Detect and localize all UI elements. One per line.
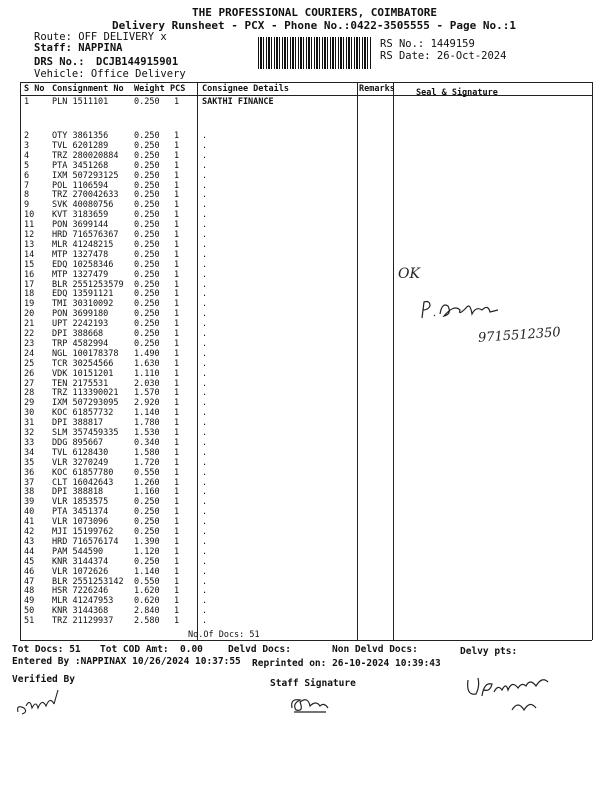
row-weight: 0.250 <box>134 269 160 280</box>
row-consignment-no: DDG 895667 <box>52 437 104 448</box>
row-pcs: 1 <box>174 546 180 557</box>
col-consignee: Consignee Details <box>202 84 289 94</box>
row-pcs: 1 <box>174 299 180 310</box>
barcode <box>258 37 372 69</box>
row-pcs: 1 <box>174 259 180 270</box>
row-pcs: 1 <box>174 170 180 181</box>
row-weight: 1.390 <box>134 536 160 547</box>
row-consignment-no: PAM 544590 <box>52 546 104 557</box>
row-consignee: . <box>202 230 208 240</box>
row-consignee: . <box>202 309 208 320</box>
row-consignment-no: EDQ 13591121 <box>52 289 114 300</box>
row-weight: 0.250 <box>134 97 160 107</box>
row-pcs: 1 <box>174 160 180 171</box>
row-weight: 0.250 <box>134 527 160 537</box>
row-consignee: . <box>202 140 208 151</box>
row-consignee: . <box>202 220 208 231</box>
row-consignee: . <box>202 507 208 518</box>
row-weight: 1.530 <box>134 428 160 438</box>
row-consignee: . <box>202 180 208 191</box>
row-consignee: . <box>202 210 208 221</box>
receiver-signature <box>462 672 572 720</box>
row-consignment-no: KNR 3144368 <box>52 606 109 617</box>
route-label: Route: OFF DELIVERY x <box>34 31 167 43</box>
row-sno: 11 <box>24 220 35 231</box>
row-weight: 0.250 <box>134 309 160 320</box>
row-consignee: SAKTHI FINANCE <box>202 97 274 107</box>
row-sno: 36 <box>24 467 35 478</box>
row-weight: 0.550 <box>134 576 160 587</box>
row-sno: 39 <box>24 497 35 508</box>
row-weight: 2.920 <box>134 398 160 409</box>
col-consignment: Consignment No <box>52 84 124 94</box>
row-pcs: 1 <box>174 517 180 528</box>
row-consignee: . <box>202 299 208 310</box>
row-sno: 4 <box>24 150 30 161</box>
row-consignment-no: DPI 388817 <box>52 418 104 429</box>
row-consignment-no: VLR 1073096 <box>52 517 109 528</box>
drs-label: DRS No.: <box>34 56 85 68</box>
row-consignment-no: VLR 1853575 <box>52 497 109 508</box>
row-weight: 1.260 <box>134 477 160 488</box>
row-pcs: 1 <box>174 150 180 161</box>
row-consignee: . <box>202 150 208 161</box>
row-consignee: . <box>202 170 208 181</box>
row-sno: 10 <box>24 210 35 221</box>
row-sno: 14 <box>24 249 35 260</box>
staff-signature-label: Staff Signature <box>270 678 356 689</box>
row-consignment-no: DPI 388818 <box>52 487 104 498</box>
col-pcs: PCS <box>170 84 186 94</box>
row-weight: 1.490 <box>134 348 160 359</box>
row-consignment-no: MLR 41248215 <box>52 239 114 250</box>
row-consignee: . <box>202 289 208 300</box>
row-sno: 44 <box>24 546 35 557</box>
row-pcs: 1 <box>174 596 180 607</box>
row-consignment-no: KVT 3183659 <box>52 210 109 221</box>
row-consignee: . <box>202 348 208 359</box>
row-consignee: . <box>202 338 208 349</box>
row-pcs: 1 <box>174 190 180 201</box>
row-consignment-no: TMI 30310092 <box>52 299 114 310</box>
drs-number: DCJB144915901 <box>96 56 179 68</box>
row-consignee: . <box>202 457 208 468</box>
row-sno: 12 <box>24 230 35 240</box>
runsheet-title: Delivery Runsheet - PCX - Phone No.:0422-3505555 - Page No.:1 <box>112 19 516 32</box>
row-consignee: . <box>202 467 208 478</box>
row-consignment-no: EDQ 10258346 <box>52 259 114 270</box>
row-sno: 30 <box>24 408 35 419</box>
row-pcs: 1 <box>174 388 180 399</box>
row-consignment-no: KOC 61857780 <box>52 467 114 478</box>
row-pcs: 1 <box>174 180 180 191</box>
row-consignee: . <box>202 586 208 597</box>
row-consignee: . <box>202 358 208 369</box>
row-sno: 47 <box>24 576 35 587</box>
row-sno: 24 <box>24 348 35 359</box>
row-weight: 0.250 <box>134 249 160 260</box>
row-pcs: 1 <box>174 616 180 627</box>
row-consignee: . <box>202 616 208 627</box>
row-pcs: 1 <box>174 497 180 508</box>
row-consignee: . <box>202 437 208 448</box>
row-sno: 46 <box>24 566 35 577</box>
entered-by: Entered By :NAPPINAX 10/26/2024 10:37:55 <box>12 656 241 667</box>
row-consignment-no: MLR 41247953 <box>52 596 114 607</box>
handwritten-signature <box>418 296 502 324</box>
row-consignee: . <box>202 527 208 537</box>
row-weight: 1.720 <box>134 457 160 468</box>
row-pcs: 1 <box>174 447 180 458</box>
row-consignment-no: MJI 15199762 <box>52 527 114 537</box>
row-consignment-no: BLR 2551253142 <box>52 576 124 587</box>
staff-signature <box>286 690 332 716</box>
row-consignee: . <box>202 319 208 330</box>
col-sno: S No <box>24 84 45 94</box>
row-weight: 0.250 <box>134 230 160 240</box>
row-weight: 0.250 <box>134 220 160 231</box>
row-pcs: 1 <box>174 220 180 231</box>
row-weight: 0.250 <box>134 319 160 330</box>
row-consignment-no: TRZ 280020884 <box>52 150 119 161</box>
no-of-docs: No.Of Docs: 51 <box>188 630 260 640</box>
company-name: THE PROFESSIONAL COURIERS, COIMBATORE <box>192 6 438 19</box>
row-consignee: . <box>202 279 208 290</box>
row-sno: 16 <box>24 269 35 280</box>
row-weight: 1.630 <box>134 358 160 369</box>
row-sno: 2 <box>24 131 30 141</box>
row-sno: 26 <box>24 368 35 379</box>
row-pcs: 1 <box>174 329 180 339</box>
row-weight: 1.580 <box>134 447 160 458</box>
row-consignment-no: VLR 3270249 <box>52 457 109 468</box>
row-weight: 0.250 <box>134 150 160 161</box>
row-consignment-no: KNR 3144374 <box>52 556 109 567</box>
row-consignment-no: SLM 357459335 <box>52 428 119 438</box>
row-consignment-no: VDK 10151201 <box>52 368 114 379</box>
row-weight: 0.250 <box>134 556 160 567</box>
row-weight: 1.110 <box>134 368 160 379</box>
row-consignee: . <box>202 497 208 508</box>
row-consignment-no: TRZ 113390021 <box>52 388 119 399</box>
row-pcs: 1 <box>174 576 180 587</box>
row-sno: 35 <box>24 457 35 468</box>
row-weight: 1.160 <box>134 487 160 498</box>
row-consignment-no: PON 3699180 <box>52 309 109 320</box>
row-consignee: . <box>202 606 208 617</box>
tot-docs: Tot Docs: 51 <box>12 644 81 655</box>
row-consignee: . <box>202 368 208 379</box>
row-consignee: . <box>202 200 208 211</box>
row-pcs: 1 <box>174 358 180 369</box>
row-weight: 0.250 <box>134 329 160 339</box>
row-sno: 49 <box>24 596 35 607</box>
row-weight: 0.550 <box>134 467 160 478</box>
vehicle-label: Vehicle: Office Delivery <box>34 68 186 80</box>
row-weight: 0.250 <box>134 210 160 221</box>
tot-cod-label: Tot COD Amt: <box>100 644 169 655</box>
row-consignee: . <box>202 259 208 270</box>
row-sno: 27 <box>24 378 35 389</box>
row-consignment-no: MTP 1327478 <box>52 249 109 260</box>
row-pcs: 1 <box>174 418 180 429</box>
row-weight: 0.250 <box>134 200 160 211</box>
row-pcs: 1 <box>174 319 180 330</box>
row-pcs: 1 <box>174 97 180 107</box>
row-sno: 37 <box>24 477 35 488</box>
row-weight: 1.620 <box>134 586 160 597</box>
row-consignment-no: HRD 716576367 <box>52 230 119 240</box>
row-weight: 0.250 <box>134 239 160 250</box>
col-seal-signature: Seal & Signature <box>416 88 498 98</box>
row-weight: 1.570 <box>134 388 160 399</box>
row-pcs: 1 <box>174 269 180 280</box>
row-weight: 0.250 <box>134 190 160 201</box>
row-weight: 0.250 <box>134 289 160 300</box>
col-remarks: Remarks <box>359 84 395 94</box>
row-weight: 2.030 <box>134 378 160 389</box>
row-consignment-no: OTY 3861356 <box>52 131 109 141</box>
row-sno: 7 <box>24 180 30 191</box>
row-consignment-no: UPT 2242193 <box>52 319 109 330</box>
row-pcs: 1 <box>174 428 180 438</box>
row-sno: 20 <box>24 309 35 320</box>
row-pcs: 1 <box>174 279 180 290</box>
row-sno: 45 <box>24 556 35 567</box>
row-consignment-no: KOC 61857732 <box>52 408 114 419</box>
row-sno: 28 <box>24 388 35 399</box>
row-consignment-no: IXM 507293095 <box>52 398 119 409</box>
row-pcs: 1 <box>174 348 180 359</box>
row-consignment-no: PON 3699144 <box>52 220 109 231</box>
row-sno: 50 <box>24 606 35 617</box>
row-sno: 48 <box>24 586 35 597</box>
row-consignment-no: TCR 30254566 <box>52 358 114 369</box>
row-pcs: 1 <box>174 467 180 478</box>
row-pcs: 1 <box>174 210 180 221</box>
row-weight: 1.140 <box>134 566 160 577</box>
row-consignment-no: TRZ 21129937 <box>52 616 114 627</box>
row-consignee: . <box>202 556 208 567</box>
row-sno: 6 <box>24 170 30 181</box>
row-sno: 18 <box>24 289 35 300</box>
row-weight: 0.250 <box>134 517 160 528</box>
row-sno: 38 <box>24 487 35 498</box>
row-consignment-no: IXM 507293125 <box>52 170 119 181</box>
row-pcs: 1 <box>174 230 180 240</box>
row-consignee: . <box>202 190 208 201</box>
row-sno: 3 <box>24 140 30 151</box>
row-pcs: 1 <box>174 398 180 409</box>
row-pcs: 1 <box>174 368 180 379</box>
row-sno: 15 <box>24 259 35 270</box>
row-sno: 25 <box>24 358 35 369</box>
row-consignee: . <box>202 428 208 438</box>
row-sno: 13 <box>24 239 35 250</box>
row-weight: 0.250 <box>134 279 160 290</box>
row-sno: 5 <box>24 160 30 171</box>
row-weight: 0.250 <box>134 180 160 191</box>
row-consignee: . <box>202 418 208 429</box>
verified-signature <box>14 686 66 718</box>
row-consignee: . <box>202 596 208 607</box>
row-pcs: 1 <box>174 487 180 498</box>
row-sno: 42 <box>24 527 35 537</box>
row-sno: 29 <box>24 398 35 409</box>
row-consignee: . <box>202 477 208 488</box>
row-consignment-no: TRZ 270042633 <box>52 190 119 201</box>
row-consignee: . <box>202 131 208 141</box>
reprinted-on: Reprinted on: 26-10-2024 10:39:43 <box>252 658 441 669</box>
row-pcs: 1 <box>174 586 180 597</box>
row-pcs: 1 <box>174 536 180 547</box>
row-consignment-no: TVL 6128430 <box>52 447 109 458</box>
row-consignment-no: PLN 1511101 <box>52 97 109 107</box>
row-consignment-no: TRP 4582994 <box>52 338 109 349</box>
row-consignment-no: MTP 1327479 <box>52 269 109 280</box>
row-consignment-no: NGL 100178378 <box>52 348 119 359</box>
handwritten-ok: OK <box>398 266 420 282</box>
row-consignee: . <box>202 378 208 389</box>
row-sno: 43 <box>24 536 35 547</box>
row-weight: 1.140 <box>134 408 160 419</box>
row-consignment-no: DPI 388668 <box>52 329 104 339</box>
row-pcs: 1 <box>174 437 180 448</box>
row-sno: 23 <box>24 338 35 349</box>
row-consignee: . <box>202 269 208 280</box>
row-weight: 0.620 <box>134 596 160 607</box>
row-consignee: . <box>202 249 208 260</box>
handwritten-phone: 9715512350 <box>477 325 562 346</box>
row-weight: 2.840 <box>134 606 160 617</box>
row-sno: 1 <box>24 97 30 107</box>
row-sno: 21 <box>24 319 35 330</box>
row-weight: 0.250 <box>134 259 160 270</box>
row-consignee: . <box>202 408 208 419</box>
row-weight: 1.120 <box>134 546 160 557</box>
row-weight: 0.250 <box>134 131 160 141</box>
row-pcs: 1 <box>174 556 180 567</box>
row-sno: 41 <box>24 517 35 528</box>
col-weight: Weight <box>134 84 165 94</box>
row-consignee: . <box>202 447 208 458</box>
row-pcs: 1 <box>174 408 180 419</box>
rs-number: RS No.: 1449159 <box>380 38 475 50</box>
row-sno: 51 <box>24 616 35 627</box>
rs-date: RS Date: 26-Oct-2024 <box>380 50 507 62</box>
tot-cod-value: 0.00 <box>180 644 203 655</box>
row-consignee: . <box>202 487 208 498</box>
row-weight: 0.250 <box>134 497 160 508</box>
row-pcs: 1 <box>174 140 180 151</box>
row-consignee: . <box>202 239 208 250</box>
verified-by-label: Verified By <box>12 674 75 685</box>
row-consignment-no: PTA 3451268 <box>52 160 109 171</box>
row-consignee: . <box>202 576 208 587</box>
row-pcs: 1 <box>174 249 180 260</box>
delvy-pts: Delvy pts: <box>460 646 518 657</box>
row-sno: 22 <box>24 329 35 339</box>
row-consignment-no: TVL 6201289 <box>52 140 109 151</box>
row-sno: 32 <box>24 428 35 438</box>
row-consignee: . <box>202 546 208 557</box>
row-weight: 0.250 <box>134 170 160 181</box>
row-consignment-no: TEN 2175531 <box>52 378 109 389</box>
row-consignee: . <box>202 517 208 528</box>
row-weight: 0.250 <box>134 299 160 310</box>
row-consignment-no: HSR 7226246 <box>52 586 109 597</box>
row-pcs: 1 <box>174 527 180 537</box>
row-weight: 0.250 <box>134 140 160 151</box>
row-sno: 34 <box>24 447 35 458</box>
staff-label: Staff: NAPPINA <box>34 42 123 54</box>
row-sno: 17 <box>24 279 35 290</box>
delvd-docs: Delvd Docs: <box>228 644 291 655</box>
row-consignee: . <box>202 398 208 409</box>
row-weight: 1.780 <box>134 418 160 429</box>
row-consignee: . <box>202 388 208 399</box>
row-sno: 33 <box>24 437 35 448</box>
row-sno: 9 <box>24 200 30 211</box>
non-delvd-docs: Non Delvd Docs: <box>332 644 418 655</box>
row-consignment-no: POL 1106594 <box>52 180 109 191</box>
row-consignment-no: PTA 3451374 <box>52 507 109 518</box>
row-sno: 40 <box>24 507 35 518</box>
row-consignment-no: BLR 2551253579 <box>52 279 124 290</box>
row-weight: 0.250 <box>134 160 160 171</box>
row-pcs: 1 <box>174 507 180 518</box>
row-weight: 0.250 <box>134 507 160 518</box>
row-weight: 0.250 <box>134 338 160 349</box>
row-consignee: . <box>202 329 208 339</box>
row-pcs: 1 <box>174 378 180 389</box>
row-pcs: 1 <box>174 477 180 488</box>
row-pcs: 1 <box>174 566 180 577</box>
row-pcs: 1 <box>174 457 180 468</box>
row-sno: 8 <box>24 190 30 201</box>
row-sno: 19 <box>24 299 35 310</box>
row-pcs: 1 <box>174 309 180 320</box>
row-pcs: 1 <box>174 239 180 250</box>
row-consignee: . <box>202 160 208 171</box>
row-consignee: . <box>202 566 208 577</box>
row-consignee: . <box>202 536 208 547</box>
row-consignment-no: CLT 16042643 <box>52 477 114 488</box>
row-pcs: 1 <box>174 606 180 617</box>
row-consignment-no: VLR 1072626 <box>52 566 109 577</box>
row-consignment-no: HRD 716576174 <box>52 536 119 547</box>
row-pcs: 1 <box>174 338 180 349</box>
row-pcs: 1 <box>174 289 180 300</box>
row-weight: 0.340 <box>134 437 160 448</box>
row-sno: 31 <box>24 418 35 429</box>
row-pcs: 1 <box>174 131 180 141</box>
row-consignment-no: SVK 40080756 <box>52 200 114 211</box>
row-pcs: 1 <box>174 200 180 211</box>
row-weight: 2.580 <box>134 616 160 627</box>
